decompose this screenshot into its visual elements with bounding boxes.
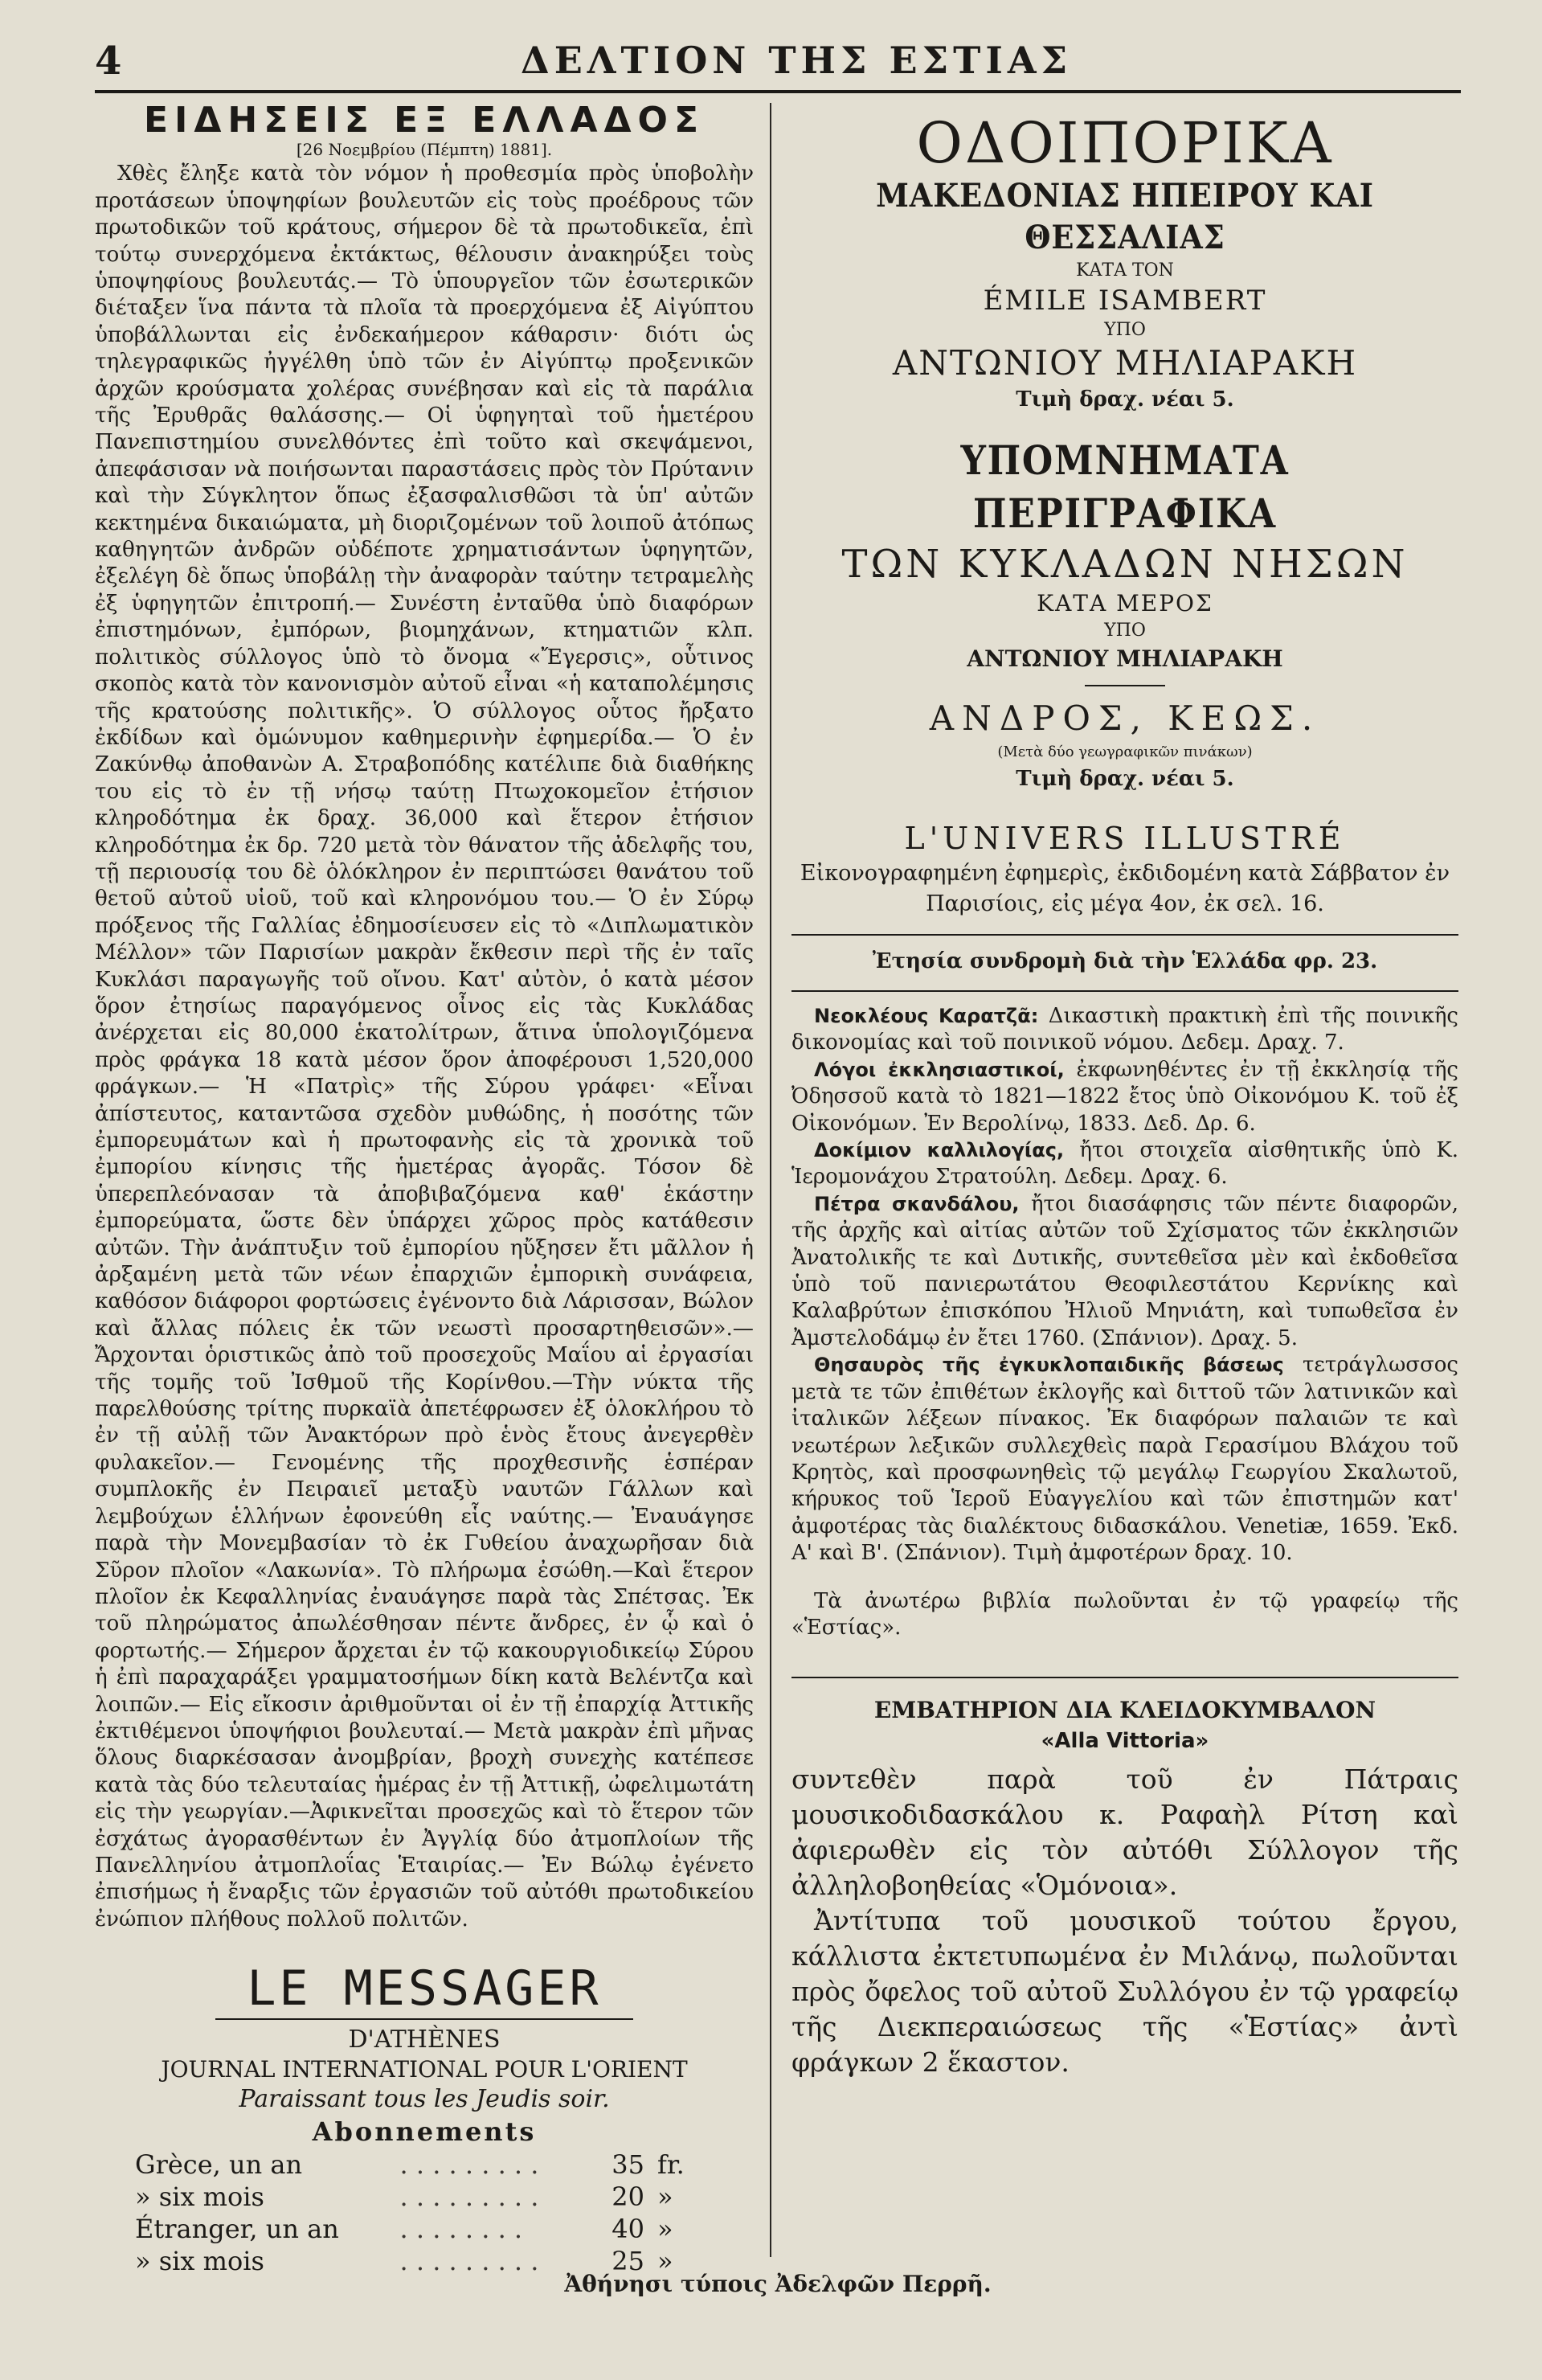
list-item — [791, 1191, 1458, 1352]
running-head — [95, 32, 1461, 96]
march-body: συντεθὲν παρὰ τοῦ ἐν Πάτραις μουσικοδιδασκάλου κ. Ραφαὴλ Ρίτση καὶ ἀφιερωθὲν εἰς τὸν αὐτόθι Σύλλογον τῆς ἀλληλοβοηθείας «Ὁμόνοια». — [791, 1763, 1458, 1902]
odoiporika-title: ΟΔΟΙΠΟΡΙΚΑ — [916, 110, 1334, 176]
ypomnimata-translator-label: ΥΠΟ — [1104, 621, 1146, 641]
messager-journal-line: JOURNAL INTERNATIONAL POUR L'ORIENT — [161, 2056, 688, 2083]
odoiporika-translator: ΑΝΤΩΝΙΟΥ ΜΗΛΙΑΡΑΚΗ — [892, 343, 1358, 383]
odoiporika-author: ÉMILE ISAMBERT — [983, 285, 1267, 317]
news-body: Χθὲς ἔληξε κατὰ τὸν νόμον ἡ προθεσμία πρὸς ὑποβολὴν προτάσεων ὑποψηφίων βουλευτῶν εἰς τοὺς προέδρους τῶν πρωτοδικῶν τοῦ κράτους, σήμερον δὲ τὰ πρωτοδικεῖα, ἐπὶ τούτῳ συνερχόμενα ἐκτάκτως, θέλουσιν ἀνακηρύξει τοὺς ὑποψηφίους βουλευτάς.— Τὸ ὑπουργεῖον τῶν ἐσωτερικῶν διέταξεν ἵνα πάντα τὰ πλοῖα τὰ προερχόμενα ἐξ Αἰγύπτου ὑποβάλλωνται εἰς ἐνδεκαήμερον κάθαρσιν· διότι ὡς τηλεγραφικῶς ἠγγέλθη ὑπὸ τῶν ἐν Αἰγύπτῳ προξενικῶν ἀρχῶν κρούσματα χολέρας συνέβησαν καὶ εἰς τὰ παράλια τῆς Ἐρυθρᾶς θαλάσσης.— Οἱ ὑφηγηταὶ τοῦ ἡμετέρου Πανεπιστημίου συνελθόντες ἐπὶ τοῦτο καὶ σκεψάμενοι, ἀπεφάσισαν νὰ ποιήσωνται παραστάσεις πρὸς τὸν Πρύτανιν καὶ τὴν Σύγκλητον ὅπως ἐξασφαλισθῶσι τὰ ὑπ' αὐτῶν κεκτημένα δικαιώματα, μὴ διοριζομένων τοῦ λοιποῦ ἀτόπως καθηγητῶν ἀνδρῶν οὐδέποτε χρηματισάντων ὑφηγητῶν, ἐξελέγη δὲ ὅπως ὑποβάλῃ τὴν ἀναφορὰν ταύτην τετραμελὴς ἐξ ὑφηγητῶν ἐπιτροπή.— Συνέστη ἐνταῦθα ὑπὸ διαφόρων ἐπιστημόνων, ἐμπόρων, βιομηχάνων, κτηματιῶν κλπ. πολιτικὸς σύλλογος ὑπὸ τὸ ὄνομα «Ἔγερσις», οὗτινος σκοπὸς κατὰ τὸν κανονισμὸν αὐτοῦ εἶναι «ἡ καταπολέμησις τῆς κρατούσης πολιτικῆς». Ὁ σύλλογος οὗτος ἤρξατο ἐκδίδων καὶ ὁμώνυμον καθημερινὴν ἐφημερίδα.— Ὁ ἐν Ζακύνθῳ ἀποθανὼν Α. Στραβοπόδης κατέλιπε διὰ διαθήκης του εἰς τὸ ἐν τῇ νήσῳ ταύτῃ Πτωχοκομεῖον ἐτήσιον κληροδότημα ἐκ δραχ. 36,000 καὶ ἕτερον ἐτήσιον κληροδότημα ἐκ δρ. 720 μετὰ τὸν θάνατον τῆς ἀδελφῆς του, τῇ περιουσίᾳ του δὲ ὁλόκληρον ἐν περιπτώσει θανάτου τοῦ θετοῦ αὐτοῦ υἱοῦ, τοῦ καὶ κληρονόμου του.— Ὁ ἐν Σύρῳ πρόξενος τῆς Γαλλίας ἐδημοσίευσεν εἰς τὸ «Διπλωματικὸν Μέλλον» τῶν Παρισίων μακρὰν ἔκθεσιν περὶ τῆς ἐν ταῖς Κυκλάσι παραγωγῆς τοῦ οἴνου. Κατ' αὐτὸν, ὁ κατὰ μέσον ὅρον ἐτησίως παραγόμενος οἶνος εἰς τὰς Κυκλάδας ἀνέρχεται εἰς 80,000 ἑκατολίτρων, ἅτινα ὑπολογιζόμενα πρὸς φράγκα 18 κατὰ μέσον ὅρον ἀποφέρουσι 1,520,000 φράγκων.— Ἡ «Πατρὶς» τῆς Σύρου γράφει· «Εἶναι ἀπίστευτος, καταντῶσα σχεδὸν μυθώδης, ἡ ποσότης τῶν ἐμπορευμάτων καὶ ἡ πρωτοφανὴς εἰς τὰ χρονικὰ τοῦ ἐμπορίου κίνησις τῆς ἡμετέρας ἀγορᾶς. Τόσον δὲ ὑπερεπλεόνασαν τὰ ἀποβιβαζόμενα καθ' ἑκάστην ἐμπορεύματα, ὥστε δὲν ὑπάρχει χῶρος πρὸς κατάθεσιν αὐτῶν. Τὴν ἀνάπτυξιν τοῦ ἐμπορίου ηὔξησεν ἔτι μᾶλλον ἡ ἀρξαμένη μετὰ τῶν νέων ἐπαρχιῶν ἐμπορικὴ συνάφεια, καθόσον διάφοροι φορτώσεις ἐγένοντο διὰ Λάρισσαν, Βώλον καὶ ἄλλας πόλεις ἐκ τῶν νεωστὶ προσαρτηθεισῶν».—Ἄρχονται ὁριστικῶς ἀπὸ τοῦ προσεχοῦς Μαΐου αἱ ἐργασίαι τῆς τομῆς τοῦ Ἰσθμοῦ τῆς Κορίνθου.—Τὴν νύκτα τῆς παρελθούσης τρίτης πυρκαϊὰ ἀπετέφρωσεν ἐξ ὁλοκλήρου τὸ ἐν τῇ αὐλῇ τῶν Ἀνακτόρων πρὸ ἑνὸς ἔτους ἀνεγερθὲν φυλακεῖον.— Γενομένης τῆς προχθεσινῆς ἑσπέραν συμπλοκῆς ἐν Πειραιεῖ μεταξὺ ναυτῶν Γάλλων καὶ λεμβούχων ἑλλήνων ἐφονεύθη εἷς ναύτης.— Ἐναυάγησε παρὰ τὴν Μονεμβασίαν τὸ ἐκ Γυθείου ἀναχωρῆσαν διὰ Σῦρον πλοῖον «Λακωνία». Τὸ πλήρωμα ἐσώθη.—Καὶ ἕτερον πλοῖον ἐκ Κεφαλληνίας ἐναυάγησε παρὰ τὰς Σπέτσας. Ἐκ τοῦ πληρώματος ἀπωλέσθησαν πέντε ἄνδρες, ἐν ᾧ καὶ ὁ φορτωτής.— Σήμερον ἄρχεται ἐν τῷ κακουργιοδικείῳ Σύρου ἡ ἐπὶ παραχαράξει γραμματοσήμων δίκη κατὰ Βελέντζα καὶ λοιπῶν.— Εἰς εἴκοσιν ἀριθμοῦνται οἱ ἐν τῇ ἐπαρχίᾳ Ἀττικῆς ἐκτιθέμενοι ὑποψήφιοι βουλευταί.— Μετὰ μακρὰν ἐπὶ μῆνας ὅλους διαρκέσασαν ἀνομβρίαν, βροχὴ συνεχὴς κατέπεσε κατὰ τὰς δύο τελευταίας ἡμέρας ἐν τῇ Ἀττικῇ, ὠφελιμωτάτη εἰς τὴν γεωργίαν.—Ἀφικνεῖται προσεχῶς καὶ τὸ ἕτερον τῶν ἐσχάτως ἀγορασθέντων ἐν Ἀγγλίᾳ δύο ἀτμοπλοίων τῆς Πανελληνίου ἀτμοπλοΐας Ἑταιρίας.— Ἐν Βώλῳ ἐγένετο ἐπισήμως ἡ ἔναρξις τῶν ἐργασιῶν τοῦ αὐτόθι πρωτοδικείου ἐνώπιον πλήθους πολλοῦ πολιτῶν. — [95, 162, 754, 1931]
ypomnimata-price: Τιμὴ δραχ. νέαι 5. — [1016, 767, 1234, 791]
header-rule — [95, 90, 1461, 93]
subscription-row — [135, 2149, 714, 2181]
messager-abonnements-label: Abonnements — [312, 2116, 537, 2148]
subscription-price: 20 — [611, 2181, 644, 2213]
subscription-unit: » — [657, 2181, 673, 2213]
messager-rule — [215, 2018, 633, 2020]
subscription-dots: . . . . . . . . . — [399, 2181, 539, 2213]
book-title: Λόγοι ἐκκλησιαστικοί, — [814, 1058, 1065, 1081]
odoiporika-by-label: ΚΑΤΑ ΤΟΝ — [1076, 260, 1174, 281]
ypomnimata-note: (Μετὰ δύο γεωγραφικῶν πινάκων) — [997, 743, 1253, 760]
book-description: ἤτοι στοιχεῖα αἰσθητικῆς ὑπὸ Κ. Ἱερομονάχου Στρατούλη. Δεδεμ. Δραχ. 6. — [791, 1138, 1459, 1190]
ypomnimata-subtitle: ΤΩΝ ΚΥΚΛΑΔΩΝ ΝΗΣΩΝ — [841, 542, 1409, 587]
odoiporika-price: Τιμὴ δραχ. νέαι 5. — [1016, 387, 1234, 412]
subscription-dots: . . . . . . . . . — [399, 2149, 539, 2181]
book-title: Δοκίμιον καλλιλογίας, — [814, 1139, 1065, 1162]
book-title: Θησαυρὸς τῆς ἐγκυκλοπαιδικῆς βάσεως — [814, 1354, 1284, 1377]
short-rule — [1085, 685, 1165, 686]
ypomnimata-part-label: ΚΑΤΑ ΜΕΡΟΣ — [1037, 590, 1213, 617]
messager-tagline: Paraissant tous les Jeudis soir. — [239, 2085, 610, 2114]
list-item — [791, 1352, 1458, 1567]
ypomnimata-places: ΑΝΔΡΟΣ, ΚΕΩΣ. — [929, 698, 1321, 738]
ypomnimata-ad — [791, 434, 1458, 794]
book-description: τετράγλωσσος μετὰ τε τῶν ἐπιθέτων ἐκλογῆς καὶ διττοῦ τῶν λατινικῶν καὶ ἰταλικῶν λέξεων πίνακος. Ἐκ διαφόρων παλαιῶν τε καὶ νεωτέρων λεξικῶν συλλεχθεὶς παρὰ Γερασίμου Βλάχου τοῦ Κρητὸς, καὶ προσφωνηθεὶς τῷ μεγάλῳ Γεωργίου Σκαλωτοῦ, κήρυκος τοῦ Ἱεροῦ Εὐαγγελίου καὶ τῶν ἐπιστημῶν κατ' ἀμφοτέρας τὰς διαλέκτους διδασκάλου. Venetiæ, 1659. Ἐκδ. Α' καὶ Β'. (Σπάνιον). Τιμὴ ἀμφοτέρων δραχ. 10. — [791, 1353, 1458, 1566]
right-column — [791, 101, 1458, 2080]
univers-subscription: Ἐτησία συνδρομὴ διὰ τὴν Ἑλλάδα φρ. 23. — [872, 949, 1378, 973]
messager-subtitle: D'ATHÈNES — [348, 2026, 501, 2054]
march-sale-text: Ἀντίτυπα τοῦ μουσικοῦ τούτου ἔργου, κάλλιστα ἐκτετυπωμένα ἐν Μιλάνῳ, πωλοῦνται πρὸς ὄφελος τοῦ αὐτοῦ Συλλόγου ἐν τῷ γραφείῳ τῆς Διεκπεραιώσεως τῆς «Ἑστίας» ἀντὶ φράγκων 2 ἕκαστον. — [791, 1905, 1458, 2079]
odoiporika-translator-label: ΥΠΟ — [1104, 320, 1146, 340]
list-item — [791, 1003, 1458, 1057]
book-description: ἤτοι διασάφησις τῶν πέντε διαφορῶν, τῆς ἀρχῆς καὶ αἰτίας αὐτῶν τοῦ Σχίσματος τῶν ἐκκλησιῶν Ἀνατολικῆς τε καὶ Δυτικῆς, συντεθεῖσα μὲν καὶ ἐκδοθεῖσα ὑπὸ τοῦ πανιερωτάτου Θεοφιλεστάτου Κερνίκης καὶ Καλαβρύτων ἐπισκόπου Ἠλιοῦ Μηνιάτη, καὶ τυπωθεῖσα ἐν Ἀμστελοδάμῳ ἐν ἔτει 1760. (Σπάνιον). Δραχ. 5. — [791, 1191, 1459, 1350]
book-description: ἐκφωνηθέντες ἐν τῇ ἐκκλησίᾳ τῆς Ὀδησσοῦ κατὰ τὸ 1821—1822 ἔτος ὑπὸ Οἰκονόμου Κ. τοῦ ἐξ Οἰκονόμων. Ἐν Βερολίνῳ, 1833. Δεδ. Δρ. 6. — [791, 1057, 1458, 1136]
news-date: [26 Νοεμβρίου (Πέμπτη) 1881]. — [296, 140, 553, 160]
subscription-row — [135, 2213, 714, 2245]
univers-description: Εἰκονογραφημένη ἐφημερὶς, ἐκδιδομένη κατὰ Σάββατον ἐν Παρισίοις, εἰς μέγα 4ον, ἐκ σελ. 16. — [800, 861, 1450, 916]
page-number: 4 — [95, 39, 122, 84]
news-section-title: ΕΙΔΗΣΕΙΣ ΕΞ ΕΛΛΑΔΟΣ — [143, 100, 706, 141]
ypomnimata-title: ΥΠΟΜΝΗΜΑΤΑ ΠΕΡΙΓΡΑΦΙΚΑ — [960, 436, 1290, 537]
subscription-label: » six mois — [135, 2181, 264, 2213]
book-list — [791, 1003, 1458, 1567]
book-title: Πέτρα σκανδάλου, — [814, 1192, 1020, 1215]
column-divider — [770, 103, 771, 2257]
subscription-table — [135, 2149, 714, 2277]
subscription-price: 40 — [611, 2214, 644, 2245]
journal-title: ΔΕΛΤΙΟΝ ΤΗΣ ΕΣΤΙΑΣ — [521, 39, 1073, 82]
univers-ad — [791, 818, 1458, 992]
messager-ad — [95, 1962, 754, 2277]
list-item — [791, 1137, 1458, 1191]
odoiporika-ad — [791, 111, 1458, 415]
subscription-price: 25 — [611, 2246, 644, 2277]
book-description: Δικαστικὴ πρακτικὴ ἐπὶ τῆς ποινικῆς δικονομίας καὶ τοῦ ποινικοῦ νόμου. Δεδεμ. Δραχ. 7. — [791, 1004, 1458, 1055]
subscription-price: 35 — [611, 2149, 644, 2181]
march-title: ΕΜΒΑΤΗΡΙΟΝ ΔΙΑ ΚΛΕΙΔΟΚΥΜΒΑΛΟΝ — [873, 1697, 1376, 1724]
messager-title: LE MESSAGER — [247, 1960, 602, 2017]
subscription-label: Étranger, un an — [135, 2214, 339, 2245]
march-subtitle: «Alla Vittoria» — [1041, 1729, 1209, 1754]
subscription-unit: » — [657, 2246, 673, 2277]
list-item — [791, 1057, 1458, 1137]
univers-rule — [791, 934, 1458, 936]
subscription-label: Grèce, un an — [135, 2149, 303, 2181]
subscription-unit: » — [657, 2214, 673, 2245]
subscription-label: » six mois — [135, 2246, 264, 2277]
subscription-unit: fr. — [657, 2149, 685, 2181]
univers-title: L'UNIVERS ILLUSTRÉ — [904, 821, 1346, 856]
march-rule — [791, 1677, 1458, 1678]
sale-note: Τὰ ἀνωτέρω βιβλία πωλοῦνται ἐν τῷ γραφείῳ τῆς «Ἑστίας». — [791, 1588, 1458, 1640]
subscription-row — [135, 2181, 714, 2213]
subscription-dots: . . . . . . . . — [399, 2214, 523, 2245]
left-column — [95, 101, 754, 2277]
printer-footer: Ἀθήνησι τύποις Ἀδελφῶν Περρῆ. — [564, 2271, 992, 2297]
ypomnimata-author: ΑΝΤΩΝΙΟΥ ΜΗΛΙΑΡΑΚΗ — [967, 645, 1283, 672]
book-title: Νεοκλέους Καρατζᾶ: — [814, 1005, 1039, 1027]
odoiporika-subtitle: ΜΑΚΕΔΟΝΙΑΣ ΗΠΕΙΡΟΥ ΚΑΙ ΘΕΣΣΑΛΙΑΣ — [876, 177, 1374, 256]
subscription-dots: . . . . . . . . . — [399, 2246, 539, 2277]
books-rule — [791, 990, 1458, 992]
